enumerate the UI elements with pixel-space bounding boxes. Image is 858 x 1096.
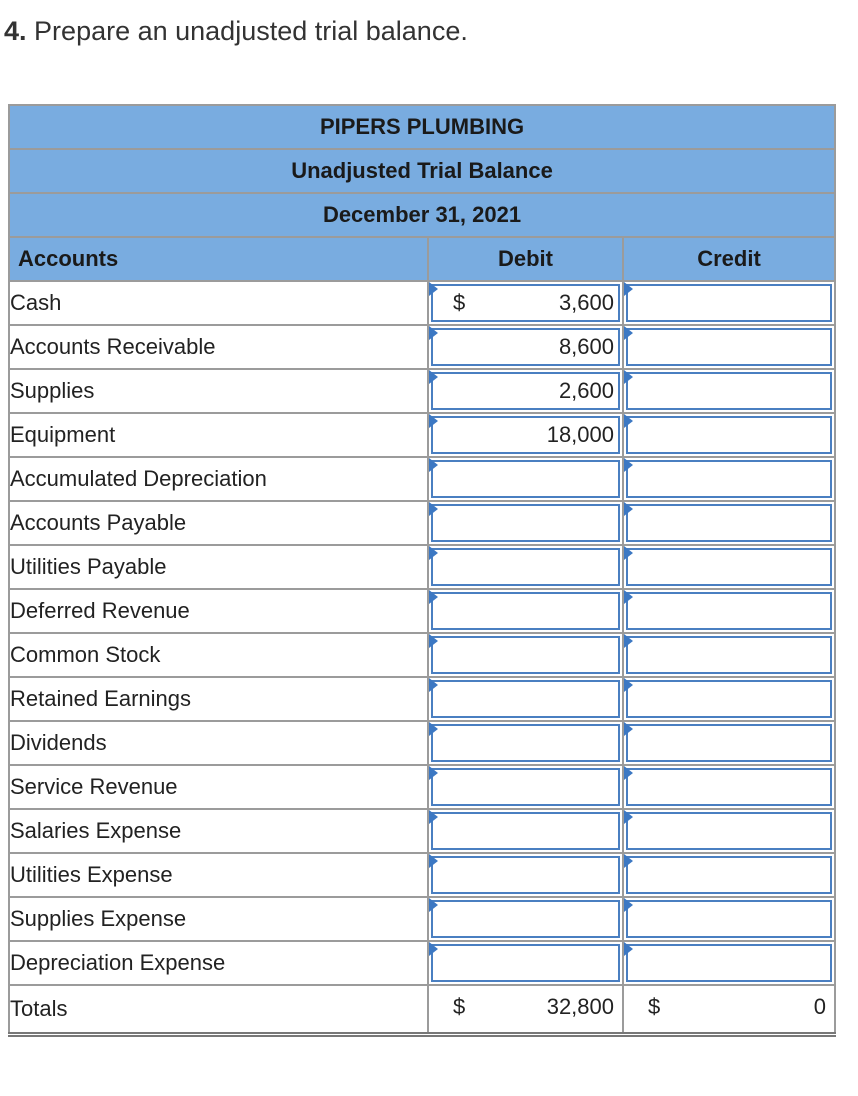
credit-input-box[interactable] <box>626 680 832 718</box>
credit-input[interactable] <box>623 369 835 413</box>
debit-input-box[interactable] <box>431 944 620 982</box>
credit-total-value: 0 <box>813 994 827 1019</box>
dropdown-flag-icon[interactable] <box>624 414 633 428</box>
debit-input-box[interactable] <box>431 636 620 674</box>
table-row <box>9 809 835 853</box>
account-name: Dividends <box>9 721 428 765</box>
credit-input-box[interactable] <box>626 548 832 586</box>
statement-title: Unadjusted Trial Balance <box>9 149 835 193</box>
account-name: Depreciation Expense <box>9 941 428 985</box>
dropdown-flag-icon[interactable] <box>624 634 633 648</box>
credit-input[interactable] <box>623 677 835 721</box>
table-row <box>9 853 835 897</box>
table-row <box>9 897 835 941</box>
table-row <box>9 501 835 545</box>
table-row <box>9 633 835 677</box>
debit-input[interactable] <box>428 897 623 941</box>
trial-balance-table <box>8 104 836 1037</box>
credit-input-box[interactable] <box>626 284 832 322</box>
dropdown-flag-icon[interactable] <box>429 898 438 912</box>
dropdown-flag-icon[interactable] <box>429 502 438 516</box>
question-title <box>4 16 468 47</box>
credit-input-box[interactable] <box>626 416 832 454</box>
debit-input-box[interactable] <box>431 680 620 718</box>
dropdown-flag-icon[interactable] <box>624 282 633 296</box>
credit-input[interactable] <box>623 765 835 809</box>
credit-input[interactable] <box>623 457 835 501</box>
dropdown-flag-icon[interactable] <box>429 722 438 736</box>
statement-date: December 31, 2021 <box>9 193 835 237</box>
debit-input[interactable] <box>428 545 623 589</box>
dropdown-flag-icon[interactable] <box>624 810 633 824</box>
credit-input[interactable] <box>623 941 835 985</box>
table-row <box>9 281 835 325</box>
company-name: PIPERS PLUMBING <box>9 105 835 149</box>
dropdown-flag-icon[interactable] <box>624 678 633 692</box>
credit-input[interactable] <box>623 633 835 677</box>
dropdown-flag-icon[interactable] <box>429 634 438 648</box>
debit-input[interactable] <box>428 941 623 985</box>
account-name: Accounts Payable <box>9 501 428 545</box>
debit-input[interactable] <box>428 633 623 677</box>
dropdown-flag-icon[interactable] <box>624 722 633 736</box>
credit-input-box[interactable] <box>626 724 832 762</box>
debit-input-box[interactable] <box>431 724 620 762</box>
credit-input[interactable] <box>623 545 835 589</box>
debit-input[interactable] <box>428 809 623 853</box>
table-row <box>9 589 835 633</box>
dropdown-flag-icon[interactable] <box>429 810 438 824</box>
debit-input[interactable] <box>428 677 623 721</box>
credit-input-box[interactable] <box>626 328 832 366</box>
debit-dollar-sign: $ <box>453 290 466 315</box>
dropdown-flag-icon[interactable] <box>624 590 633 604</box>
table-row <box>9 369 835 413</box>
table-row <box>9 413 835 457</box>
debit-input[interactable] <box>428 325 623 369</box>
account-name: Accounts Receivable <box>9 325 428 369</box>
debit-total-value: 32,800 <box>546 994 614 1019</box>
account-name: Retained Earnings <box>9 677 428 721</box>
credit-input[interactable] <box>623 589 835 633</box>
account-rows <box>9 281 835 985</box>
credit-total-cell <box>623 985 835 1035</box>
question-number: 4. <box>4 16 27 46</box>
account-name: Common Stock <box>9 633 428 677</box>
table-row <box>9 457 835 501</box>
dropdown-flag-icon[interactable] <box>624 898 633 912</box>
dropdown-flag-icon[interactable] <box>429 282 438 296</box>
dropdown-flag-icon[interactable] <box>429 370 438 384</box>
debit-input-box[interactable] <box>431 460 620 498</box>
dropdown-flag-icon[interactable] <box>429 458 438 472</box>
credit-total-dollar: $ <box>648 994 661 1019</box>
table-row <box>9 721 835 765</box>
credit-input-box[interactable] <box>626 768 832 806</box>
dropdown-flag-icon[interactable] <box>624 854 633 868</box>
credit-input[interactable] <box>623 325 835 369</box>
dropdown-flag-icon[interactable] <box>624 766 633 780</box>
credit-column-header: Credit <box>623 237 835 281</box>
credit-input-box[interactable] <box>626 856 832 894</box>
table-row <box>9 545 835 589</box>
debit-input[interactable] <box>428 457 623 501</box>
dropdown-flag-icon[interactable] <box>429 766 438 780</box>
debit-input-box[interactable] <box>431 812 620 850</box>
question-text: Prepare an unadjusted trial balance. <box>34 16 468 46</box>
debit-input[interactable] <box>428 853 623 897</box>
account-name: Deferred Revenue <box>9 589 428 633</box>
account-name: Supplies <box>9 369 428 413</box>
table-row <box>9 941 835 985</box>
totals-row <box>9 985 835 1035</box>
debit-input-box[interactable] <box>431 856 620 894</box>
credit-input-box[interactable] <box>626 592 832 630</box>
account-name: Service Revenue <box>9 765 428 809</box>
table-row <box>9 325 835 369</box>
debit-input[interactable] <box>428 721 623 765</box>
debit-value: 8,600 <box>558 334 614 359</box>
account-name: Equipment <box>9 413 428 457</box>
credit-input-box[interactable] <box>626 812 832 850</box>
credit-input-box[interactable] <box>626 504 832 542</box>
table-row <box>9 677 835 721</box>
account-name: Utilities Expense <box>9 853 428 897</box>
debit-input-box[interactable] <box>431 900 620 938</box>
credit-input[interactable] <box>623 281 835 325</box>
debit-input-box[interactable] <box>431 592 620 630</box>
debit-value: 2,600 <box>558 378 614 403</box>
debit-input[interactable] <box>428 589 623 633</box>
credit-input-box[interactable] <box>626 460 832 498</box>
account-name: Utilities Payable <box>9 545 428 589</box>
debit-total-dollar: $ <box>453 994 466 1019</box>
dropdown-flag-icon[interactable] <box>429 854 438 868</box>
credit-input-box[interactable] <box>626 636 832 674</box>
debit-input[interactable] <box>428 413 623 457</box>
debit-total-cell <box>428 985 623 1035</box>
table-row <box>9 765 835 809</box>
dropdown-flag-icon[interactable] <box>624 942 633 956</box>
debit-input[interactable] <box>428 501 623 545</box>
account-name: Supplies Expense <box>9 897 428 941</box>
credit-input[interactable] <box>623 501 835 545</box>
debit-input[interactable] <box>428 369 623 413</box>
account-name: Salaries Expense <box>9 809 428 853</box>
credit-input[interactable] <box>623 809 835 853</box>
credit-input[interactable] <box>623 721 835 765</box>
debit-column-header: Debit <box>428 237 623 281</box>
credit-input[interactable] <box>623 413 835 457</box>
dropdown-flag-icon[interactable] <box>429 414 438 428</box>
debit-input-box[interactable] <box>431 768 620 806</box>
debit-input-box[interactable] <box>431 504 620 542</box>
credit-input[interactable] <box>623 853 835 897</box>
dropdown-flag-icon[interactable] <box>429 326 438 340</box>
totals-label: Totals <box>9 985 428 1035</box>
dropdown-flag-icon[interactable] <box>429 546 438 560</box>
dropdown-flag-icon[interactable] <box>624 458 633 472</box>
credit-input[interactable] <box>623 897 835 941</box>
dropdown-flag-icon[interactable] <box>429 678 438 692</box>
debit-value: 3,600 <box>558 290 614 315</box>
account-name: Accumulated Depreciation <box>9 457 428 501</box>
credit-input-box[interactable] <box>626 372 832 410</box>
dropdown-flag-icon[interactable] <box>429 942 438 956</box>
credit-input-box[interactable] <box>626 944 832 982</box>
credit-input-box[interactable] <box>626 900 832 938</box>
debit-value: 18,000 <box>546 422 614 447</box>
dropdown-flag-icon[interactable] <box>624 502 633 516</box>
accounts-column-header: Accounts <box>9 237 428 281</box>
debit-input-box[interactable] <box>431 548 620 586</box>
debit-input[interactable] <box>428 765 623 809</box>
account-name: Cash <box>9 281 428 325</box>
dropdown-flag-icon[interactable] <box>624 546 633 560</box>
debit-input[interactable] <box>428 281 623 325</box>
dropdown-flag-icon[interactable] <box>624 370 633 384</box>
dropdown-flag-icon[interactable] <box>624 326 633 340</box>
dropdown-flag-icon[interactable] <box>429 590 438 604</box>
